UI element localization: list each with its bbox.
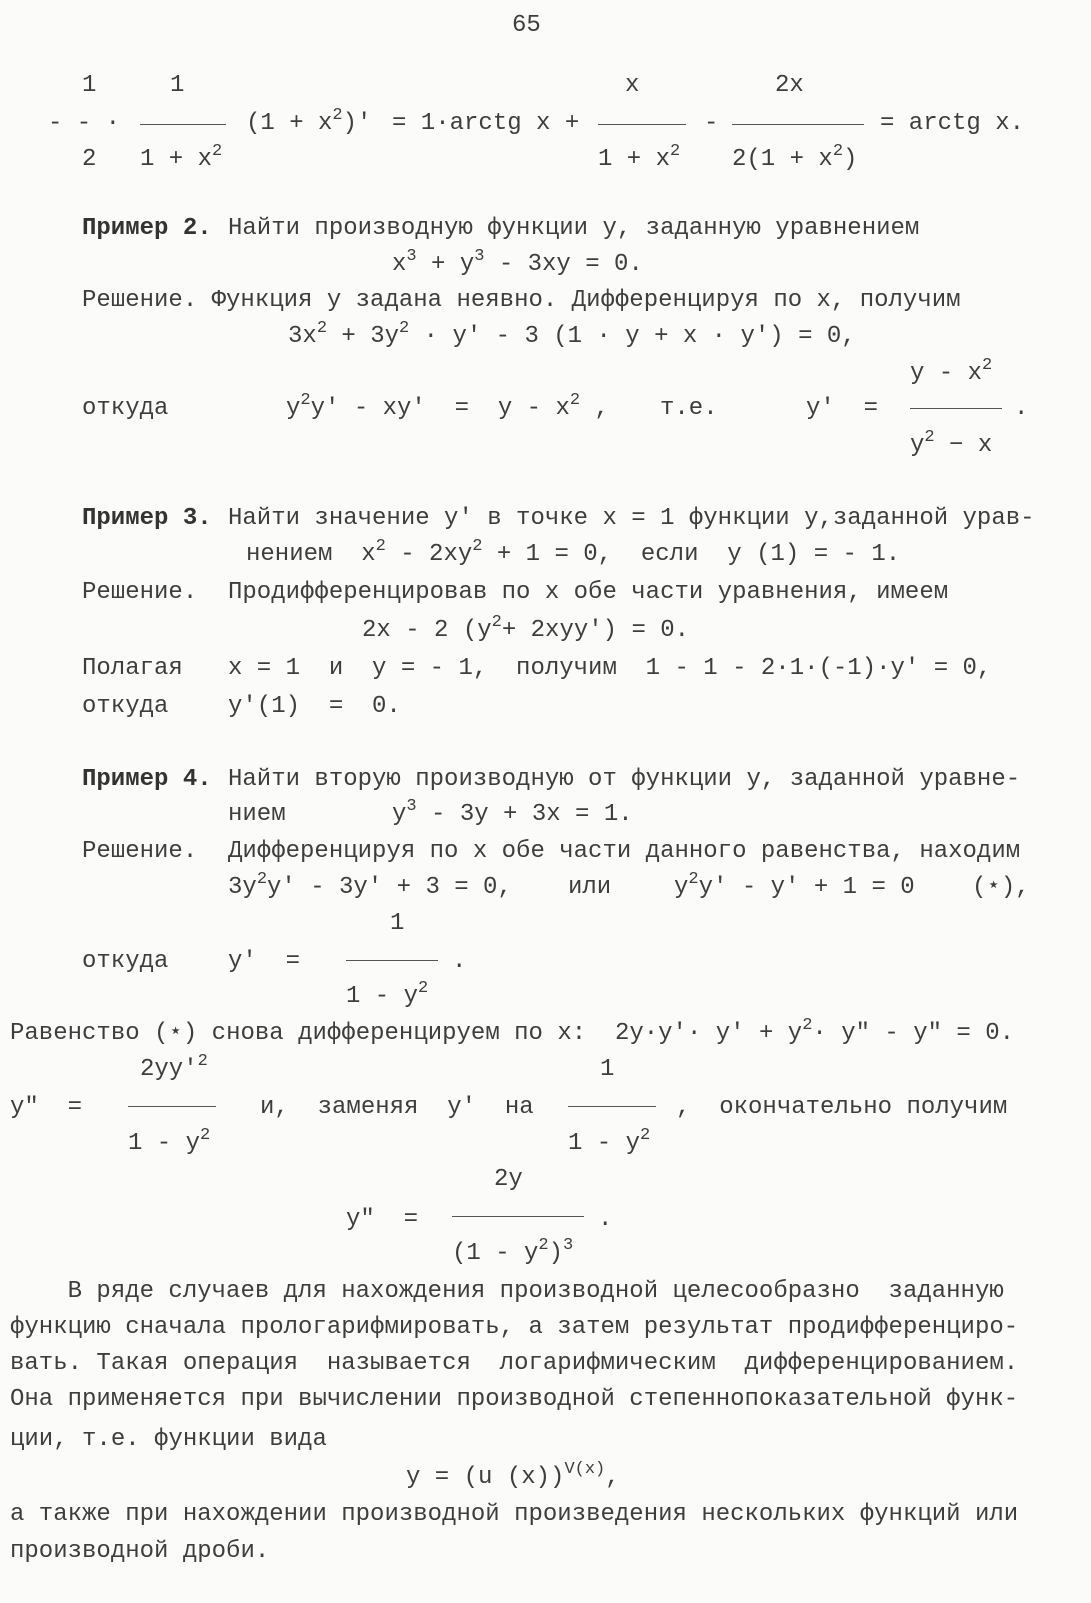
- example-2-text: Найти производную функции y, заданную уравнением: [228, 215, 920, 242]
- example-4-derivative-2: $y^2y' - y' + 1 = 0$: [674, 870, 915, 901]
- f3-denominator: $(1 - y^2)^3$: [452, 1236, 574, 1267]
- example-3-substitution: x = 1 и y = - 1, получим 1 - 1 - 2·1·(-1)·y′ = 0,: [228, 655, 992, 682]
- paragraph-line-1: В ряде случаев для нахождения производной целесообразно заданную: [10, 1278, 1004, 1305]
- example-3-polagaya: Полагая: [82, 655, 183, 682]
- paragraph-line-4: Она применяется при вычислении производной степеннопоказательной функ-: [10, 1386, 1019, 1413]
- example-2-dot: .: [1014, 395, 1029, 422]
- equals-arctg: = 1·arctg x +: [392, 110, 580, 137]
- example-4-star: (⋆),: [972, 874, 1030, 901]
- paren-term: $(1 + x^2)'$: [246, 106, 372, 137]
- example-2-label: Пример 2.: [82, 215, 212, 242]
- f3-numerator: 2y: [494, 1166, 523, 1193]
- example-4-frac-bar: [346, 960, 438, 961]
- example-4-frac-num: 1: [390, 910, 405, 937]
- example-2-frac-bar: [910, 408, 1002, 409]
- example-3-equation: 2x - 2 $(y^2+ 2xyy') = 0$.: [362, 613, 690, 644]
- example-4-again: Равенство (⋆) снова дифференцируем по x: $2y\cdot y'\cdot y' + y^2\cdot y$" - y" = 0.: [10, 1016, 1015, 1047]
- example-3-label: Пример 3.: [82, 505, 212, 532]
- example-4-ydd-2: y" =: [346, 1206, 419, 1233]
- example-4-frac-den: $1 - y^2$: [346, 979, 429, 1010]
- example-4-replace: и, заменяя y′ на: [260, 1094, 534, 1121]
- example-4-ili: или: [568, 874, 612, 901]
- example-4-derivative-1: $3y^2y' - 3y' + 3 = 0$,: [228, 870, 512, 901]
- f1-numerator: $2yy'^2$: [140, 1052, 208, 1083]
- example-4-label: Пример 4.: [82, 766, 212, 793]
- f2-numerator: 1: [600, 1056, 615, 1083]
- f2-denominator: $1 - y^2$: [568, 1126, 651, 1157]
- f1-denominator: $1 - y^2$: [128, 1126, 211, 1157]
- frac3-bar: [732, 124, 864, 125]
- example-3-otkuda: откуда: [82, 693, 169, 720]
- example-2-otkuda: откуда: [82, 395, 169, 422]
- example-2-equation: $x^3 + y^3 - 3xy = 0$.: [392, 247, 643, 278]
- example-2-yprime: y′ =: [806, 395, 879, 422]
- frac3-numerator: 2x: [775, 72, 804, 99]
- paragraph-line-5: ции, т.е. функции вида: [10, 1426, 327, 1453]
- frac2-numerator: x: [625, 72, 640, 99]
- example-4-solution-label: Решение.: [82, 838, 198, 865]
- minus-between: -: [704, 110, 719, 137]
- example-3-result: y′(1) = 0.: [228, 693, 401, 720]
- paragraph-line-2: функцию сначала прологарифмировать, а затем результат продифференциро-: [10, 1314, 1019, 1341]
- example-3-solution-text: Продифференцировав по x обе части уравнения, имеем: [228, 579, 949, 606]
- example-4-text-1: Найти вторую производную от функции y, заданной уравне-: [228, 766, 1021, 793]
- example-4-ydd: y" =: [10, 1094, 83, 1121]
- example-2-frac-den: $y^2 - x$: [910, 428, 993, 459]
- f1-bar: [128, 1106, 216, 1107]
- example-4-otkuda: откуда: [82, 948, 169, 975]
- frac1-numerator: 1: [170, 72, 185, 99]
- frac2-bar: [598, 124, 686, 125]
- minus-sign: - - ·: [48, 110, 121, 137]
- example-3-solution-label: Решение.: [82, 579, 198, 606]
- f3-dot: .: [598, 1206, 613, 1233]
- paragraph-line-7: производной дроби.: [10, 1538, 270, 1565]
- paragraph-equation: y = (u (x))$^{V(x)}$,: [406, 1460, 620, 1491]
- f2-bar: [568, 1106, 656, 1107]
- example-4-yprime: y′ =: [228, 948, 301, 975]
- paragraph-line-6: а также при нахождении производной произведения нескольких функций или: [10, 1501, 1019, 1528]
- half-numerator: 1: [82, 72, 97, 99]
- example-4-dot: .: [452, 948, 467, 975]
- paragraph-line-3: вать. Такая операция называется логарифмическим дифференцированием.: [10, 1350, 1019, 1377]
- half-denominator: 2: [82, 146, 97, 173]
- frac3-denominator: $2(1 + x^2)$: [732, 142, 858, 173]
- page-number: 65: [512, 12, 541, 39]
- example-4-equation: $y^3 - 3y + 3x = 1$.: [392, 797, 633, 828]
- frac1-bar: [140, 124, 226, 125]
- example-3-text-1: Найти значение y′ в точке x = 1 функции y,заданной урав-: [228, 505, 1035, 532]
- example-4-final-text: , окончательно получим: [676, 1094, 1008, 1121]
- example-3-text-2: нением $x^2 - 2xy^2 + 1 = 0$, если y (1) = - 1.: [246, 537, 901, 568]
- top-result: = arctg x.: [880, 110, 1025, 137]
- f3-bar: [452, 1216, 584, 1217]
- example-4-solution-text: Дифференцируя по x обе части данного равенства, находим: [228, 838, 1021, 865]
- example-4-text-2a: нием: [228, 801, 286, 828]
- example-2-frac-num: y - $x^2$: [910, 356, 993, 387]
- example-2-solution: Решение. Функция y задана неявно. Дифференцируя по x, получим: [82, 287, 961, 314]
- example-2-derivative: $3x^2 + 3y^2 \cdot y' - 3$ (1 · y + x · y′) = 0,: [288, 319, 856, 350]
- example-2-te: т.е.: [660, 395, 718, 422]
- frac1-denominator: $1 + x^2$: [140, 142, 223, 173]
- example-2-rearranged: $y^2y' - xy' = y - x^2$ ,: [286, 391, 609, 422]
- frac2-denominator: $1 + x^2$: [598, 142, 681, 173]
